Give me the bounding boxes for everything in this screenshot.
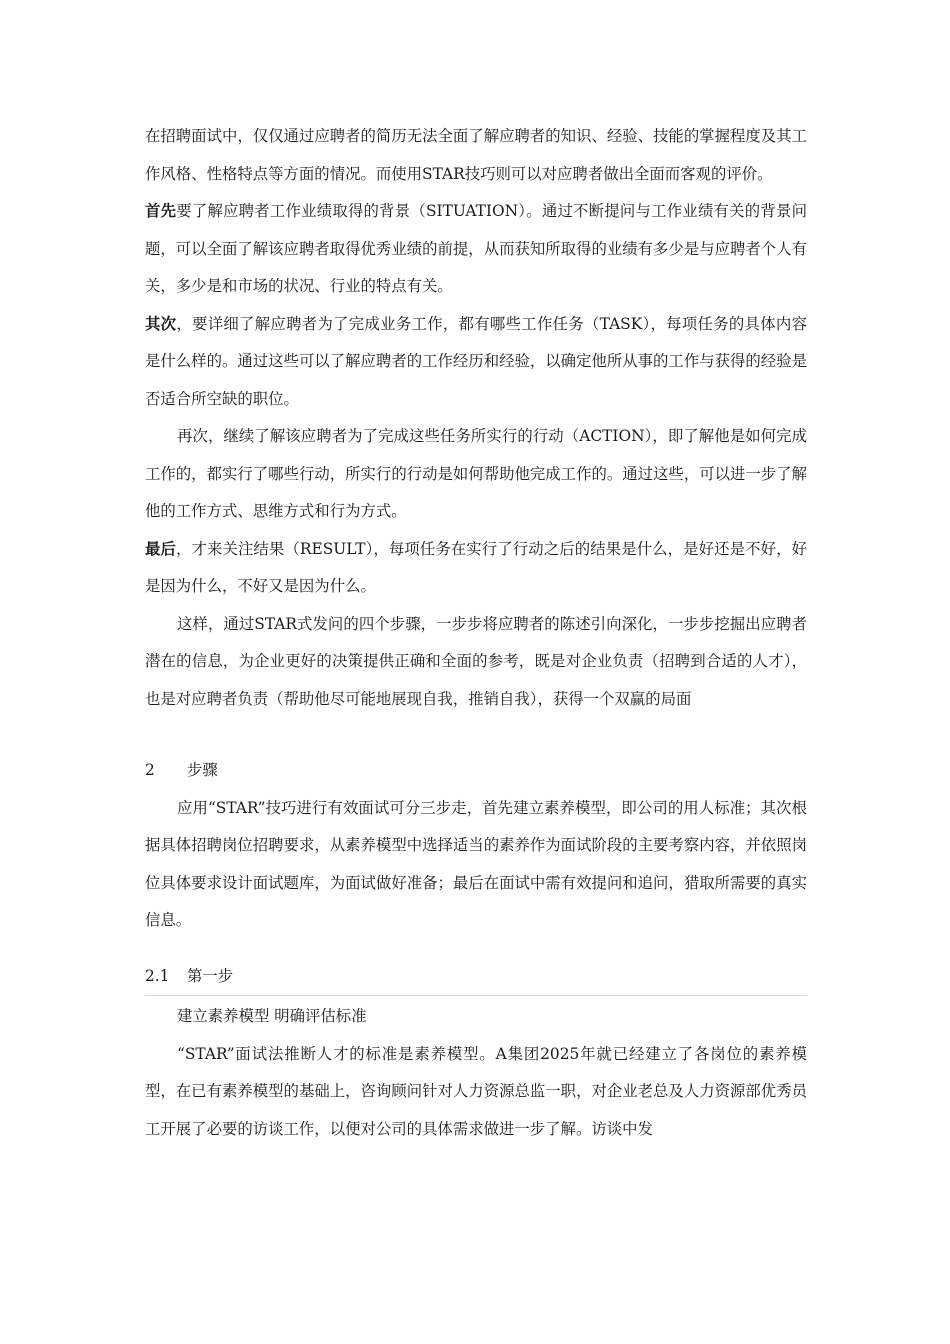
subsection-title: 第一步 (187, 966, 234, 985)
subheading-competency-model: 建立素养模型 明确评估标准 (177, 1007, 367, 1025)
paragraph-intro: 在招聘面试中，仅仅通过应聘者的简历无法全面了解应聘者的知识、经验、技能的掌握程度及其工作风格、性格特点等方面的情况。而使用STAR技巧则可以对应聘者做出全面而客观的评价。 (145, 127, 807, 183)
paragraph-result-lead: 最后 (145, 539, 176, 558)
section-title: 步骤 (187, 761, 218, 779)
paragraph-result (145, 531, 807, 606)
heading-divider (145, 995, 807, 996)
paragraph-task (145, 306, 807, 419)
section-heading-2-1 (145, 958, 807, 996)
paragraph-situation-text: 要了解应聘者工作业绩取得的背景（SITUATION）。通过不断提问与工作业绩有关的背景问题，可以全面了解该应聘者取得优秀业绩的前提，从而获知所取得的业绩有多少是与应聘者个人有关，多少是和市场的状况、行业的特点有关。 (145, 202, 807, 295)
section-gap (145, 718, 807, 752)
section-number: 2 (145, 761, 155, 779)
section-heading-2 (145, 752, 807, 790)
paragraph-situation (145, 193, 807, 306)
paragraph-summary: 这样，通过STAR式发问的四个步骤，一步步将应聘者的陈述引向深化，一步步挖掘出应聘者潜在的信息，为企业更好的决策提供正确和全面的参考，既是对企业负责（招聘到合适的人才），也是对应聘者负责（帮助他尽可能地展现自我，推销自我），获得一个双赢的局面 (145, 614, 807, 708)
paragraph-task-lead: 其次 (145, 314, 177, 333)
subsection-number: 2.1 (145, 966, 170, 985)
paragraph-steps: 应用“STAR”技巧进行有效面试可分三步走，首先建立素养模型，即公司的用人标准；其次根据具体招聘岗位招聘要求，从素养模型中选择适当的素养作为面试阶段的主要考察内容，并依照岗位具体要求设计面试题库，为面试做好准备；最后在面试中需有效提问和追问，猎取所需要的真实信息。 (145, 798, 807, 929)
paragraph-action: 再次，继续了解该应聘者为了完成这些任务所实行的行动（ACTION），即了解他是如何完成工作的，都实行了哪些行动，所实行的行动是如何帮助他完成工作的。通过这些，可以进一步了解他的工作方式、思维方式和行为方式。 (145, 427, 807, 520)
paragraph-result-text: ，才来关注结果（RESULT），每项任务在实行了行动之后的结果是什么，是好还是不好，好是因为什么，不好又是因为什么。 (145, 539, 807, 595)
paragraph-task-text: ，要详细了解应聘者为了完成业务工作，都有哪些工作任务（TASK），每项任务的具体内容是什么样的。通过这些可以了解应聘者的工作经历和经验，以确定他所从事的工作与获得的经验是否适合所空缺的职位。 (145, 314, 807, 408)
document-body (145, 118, 807, 1148)
paragraph-situation-lead: 首先 (145, 202, 177, 220)
paragraph-competency: “STAR”面试法推断人才的标准是素养模型。A集团2025年就已经建立了各岗位的素养模型，在已有素养模型的基础上，咨询顾问针对人力资源总监一职，对企业老总及人力资源部优秀员工开展了必要的访谈工作，以便对公司的具体需求做进一步了解。访谈中发 (145, 1044, 807, 1138)
